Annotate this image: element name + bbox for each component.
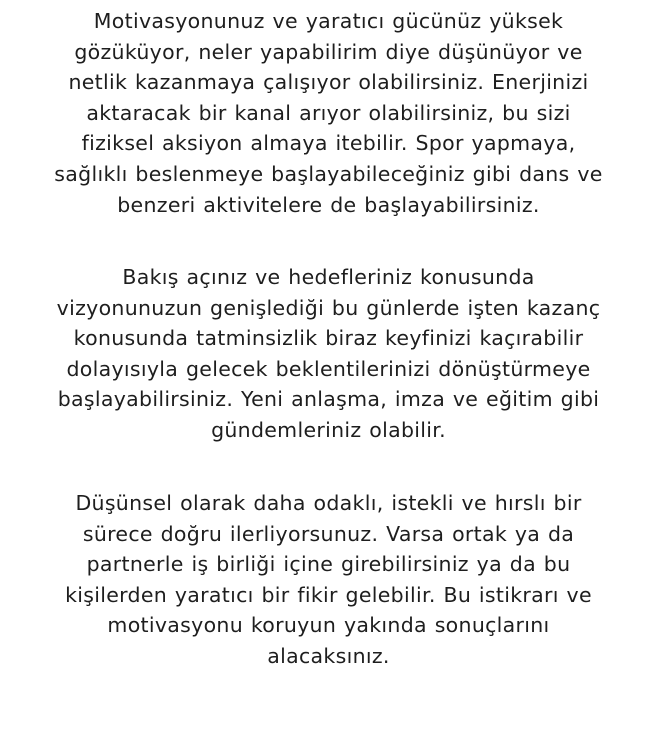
paragraph-focus <box>28 488 629 672</box>
text-line: netlik kazanmaya çalışıyor olabilirsiniz. Enerjinizi <box>68 70 589 95</box>
text-line: Düşünsel olarak daha odaklı, istekli ve hırslı bir <box>75 491 582 515</box>
text-line: Bakış açınız ve hedefleriniz konusunda <box>122 265 535 289</box>
text-line: sağlıklı beslenmeye başlayabileceğiniz gibi dans ve <box>54 161 603 186</box>
paragraph-motivation <box>28 6 629 220</box>
text-line: kişilerden yaratıcı bir fikir gelebilir. Bu istikrarı ve <box>65 582 592 607</box>
text-line: konusunda tatminsizlik biraz keyfinizi kaçırabilir <box>73 326 584 351</box>
text-line: alacaksınız. <box>267 643 390 668</box>
text-line: vizyonunuzun genişlediği bu günlerde işten kazanç <box>56 295 601 320</box>
paragraph-vision <box>28 262 629 446</box>
text-line: sürece doğru ilerliyorsunuz. Varsa ortak ya da <box>82 521 575 546</box>
text-line: motivasyonu koruyun yakında sonuçlarını <box>107 613 550 638</box>
text-line: fiziksel aksiyon almaya itebilir. Spor yapmaya, <box>81 131 576 156</box>
text-line: dolayısıyla gelecek beklentilerinizi dönüştürmeye <box>66 356 591 381</box>
text-line: benzeri aktivitelere de başlayabilirsiniz. <box>117 192 540 217</box>
text-line: aktaracak bir kanal arıyor olabilirsiniz, bu sizi <box>86 100 571 125</box>
text-line: başlayabilirsiniz. Yeni anlaşma, imza ve eğitim gibi <box>57 387 600 412</box>
text-line: gözüküyor, neler yapabilirim diye düşünüyor ve <box>74 39 583 64</box>
text-line: partnerle iş birliği içine girebilirsiniz ya da bu <box>86 552 571 577</box>
text-line: Motivasyonunuz ve yaratıcı gücünüz yüksek <box>93 9 564 33</box>
text-line: gündemleriniz olabilir. <box>211 417 446 442</box>
